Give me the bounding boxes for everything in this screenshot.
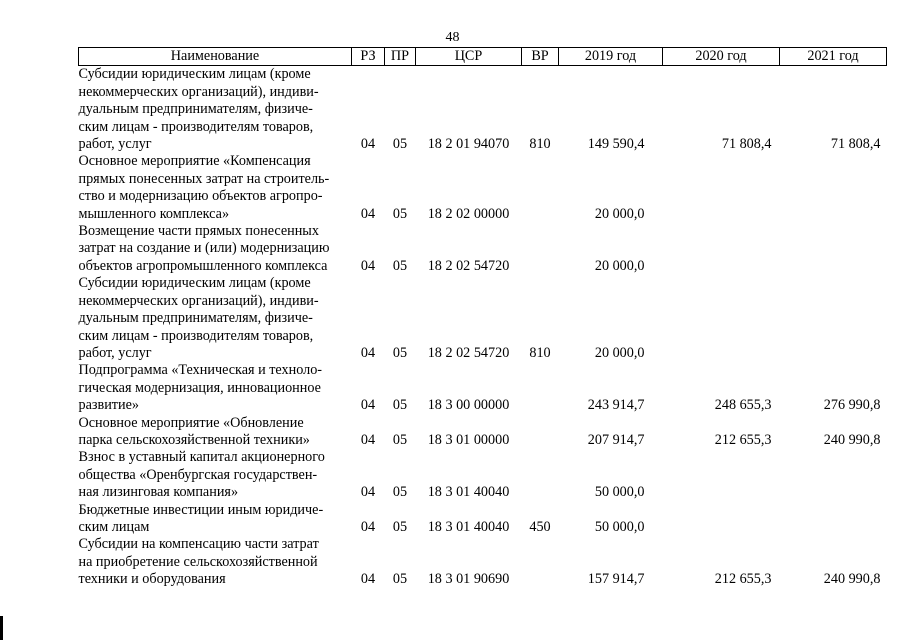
row-csr: 18 2 02 54720 [427,257,510,274]
row-name: Подпрограмма «Техническая и техноло- гическая модернизация, инновационное развитие» [78,362,323,414]
row-csr: 18 3 01 40040 [427,518,510,535]
table-row [79,362,887,414]
row-vr: 810 [529,136,551,153]
row-rz: 04 [360,136,376,153]
row-csr: 18 2 01 94070 [427,136,510,153]
row-2021: 240 990,8 [823,571,881,588]
row-pr: 05 [392,484,408,501]
table-row [79,223,887,275]
row-vr [522,415,559,450]
row-2020: 71 808,4 [721,136,772,153]
row-csr: 18 3 00 00000 [427,397,510,414]
row-rz: 04 [360,205,376,222]
row-2019: 243 914,7 [587,397,645,414]
row-pr: 05 [392,257,408,274]
row-2020: 248 655,3 [714,397,772,414]
row-rz: 04 [360,571,376,588]
row-pr: 05 [392,344,408,361]
row-2020 [663,275,780,362]
row-2019: 50 000,0 [594,484,645,501]
budget-table [78,47,887,589]
row-2019: 149 590,4 [587,136,645,153]
table-row [79,415,887,450]
row-vr [522,536,559,588]
row-vr [522,449,559,501]
row-vr [522,153,559,223]
row-vr [522,362,559,414]
row-pr: 05 [392,397,408,414]
row-rz: 04 [360,344,376,361]
column-header-vr: ВР [522,48,559,66]
row-csr: 18 3 01 40040 [427,484,510,501]
column-header-rz: РЗ [352,48,385,66]
column-header-2021: 2021 год [780,48,887,66]
row-rz: 04 [360,518,376,535]
row-2020 [663,449,780,501]
row-2020 [663,502,780,537]
row-2019: 50 000,0 [594,518,645,535]
row-pr: 05 [392,205,408,222]
row-vr: 450 [529,518,551,535]
row-pr: 05 [392,518,408,535]
row-2021: 71 808,4 [830,136,881,153]
row-vr [522,223,559,275]
table-row [79,66,887,154]
row-2019: 207 914,7 [587,431,645,448]
row-name: Взнос в уставный капитал акционерного общества «Оренбургская государствен- ная лизинговая компания» [78,449,325,501]
table-body [79,66,887,589]
scan-edge-mark [0,616,3,640]
row-2021: 276 990,8 [823,397,881,414]
table-row [79,449,887,501]
row-2021 [780,449,887,501]
table-header [79,48,887,66]
row-csr: 18 3 01 00000 [427,431,510,448]
row-pr: 05 [392,136,408,153]
row-2021 [780,275,887,362]
column-header-2020: 2020 год [663,48,780,66]
row-pr: 05 [392,571,408,588]
row-2020: 212 655,3 [714,571,772,588]
column-header-2019: 2019 год [559,48,663,66]
row-rz: 04 [360,257,376,274]
row-name: Бюджетные инвестиции иным юридиче- ским лицам [78,501,324,535]
page-number: 48 [445,30,460,45]
row-2019: 20 000,0 [594,205,645,222]
row-2019: 20 000,0 [594,257,645,274]
table-row [79,502,887,537]
row-2021 [780,223,887,275]
row-csr: 18 3 01 90690 [427,571,510,588]
column-header-csr: ЦСР [416,48,522,66]
row-2019: 20 000,0 [594,344,645,361]
row-csr: 18 2 02 00000 [427,205,510,222]
row-rz: 04 [360,431,376,448]
row-name: Основное мероприятие «Обновление парка сельскохозяйственной техники» [78,414,310,448]
column-header-pr: ПР [385,48,416,66]
row-rz: 04 [360,484,376,501]
row-2021 [780,502,887,537]
table-row [79,275,887,362]
column-header-name: Наименование [79,48,352,66]
row-pr: 05 [392,431,408,448]
row-name: Субсидии на компенсацию части затрат на приобретение сельскохозяйственной техники и оборудования [78,536,319,588]
row-name: Возмещение части прямых понесенных затрат на создание и (или) модернизацию объектов агропромышленного комплекса [78,223,330,274]
row-csr: 18 2 02 54720 [427,344,510,361]
row-name: Субсидии юридическим лицам (кроме некоммерческих организаций), индиви- дуальным предпринимателям, физиче- ским лицам - производителям товаров, работ, услуг [78,275,319,361]
row-vr: 810 [529,344,551,361]
row-name: Основное мероприятие «Компенсация прямых понесенных затрат на строитель- ство и модернизацию объектов агропро- мышленного комплекса» [78,153,330,222]
row-2019: 157 914,7 [587,571,645,588]
row-2020 [663,223,780,275]
row-2021 [780,153,887,223]
row-2020: 212 655,3 [714,431,772,448]
table-row [79,536,887,588]
row-2021: 240 990,8 [823,431,881,448]
row-2020 [663,153,780,223]
row-name: Субсидии юридическим лицам (кроме некоммерческих организаций), индиви- дуальным предпринимателям, физиче- ским лицам - производителям товаров, работ, услуг [78,66,319,153]
row-rz: 04 [360,397,376,414]
table-row [79,153,887,223]
